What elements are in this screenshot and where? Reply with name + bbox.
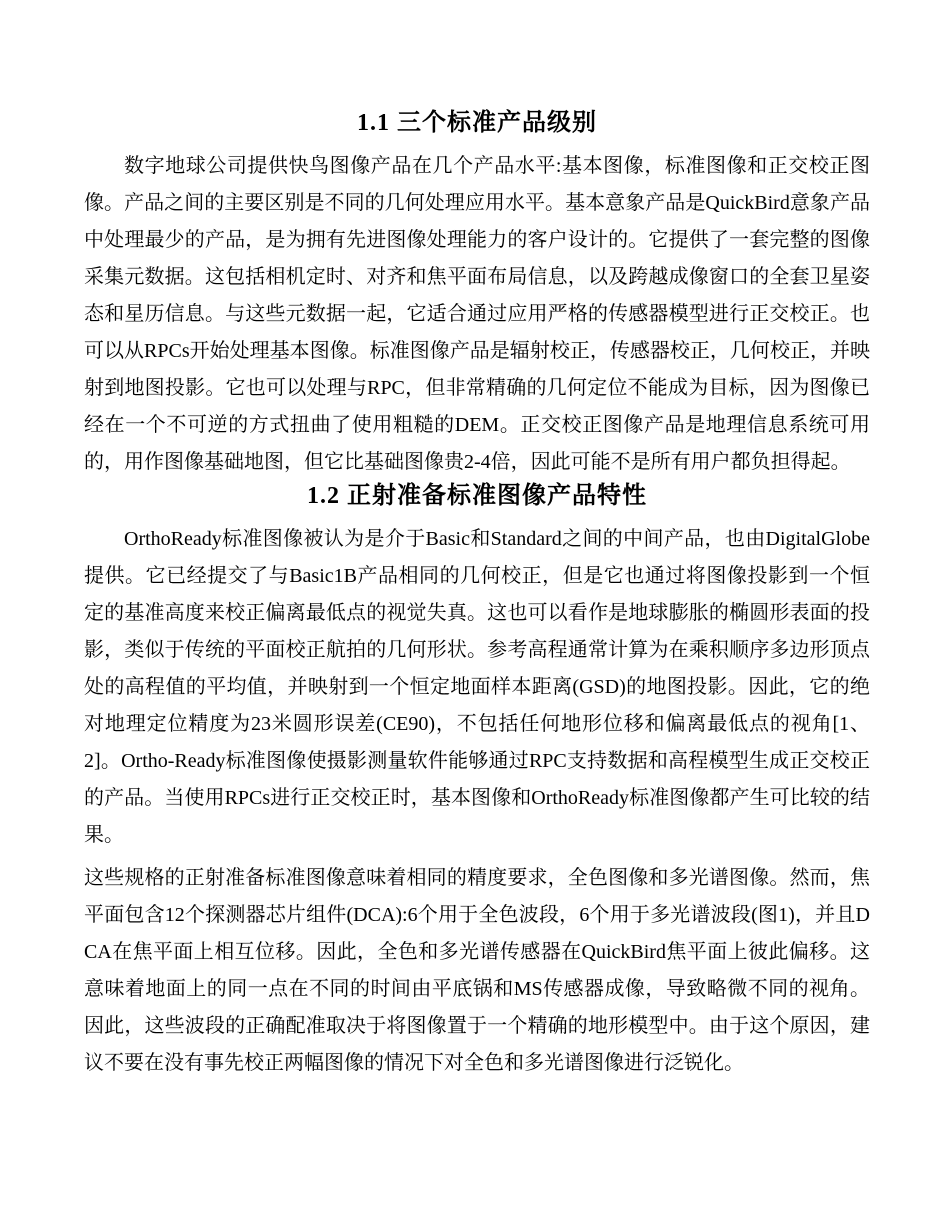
paragraph: 这些规格的正射准备标准图像意味着相同的精度要求，全色图像和多光谱图像。然而，焦平面包含12个探测器芯片组件(DCA):6个用于全色波段，6个用于多光谱波段(图1)，并且DCA在焦平面上相互位移。因此，全色和多光谱传感器在QuickBird焦平面上彼此偏移。这意味着地面上的同一点在不同的时间由平底锅和MS传感器成像，导致略微不同的视角。因此，这些波段的正确配准取决于将图像置于一个精确的地形模型中。由于这个原因，建议不要在没有事先校正两幅图像的情况下对全色和多光谱图像进行泛锐化。	[84, 867, 870, 1074]
section-three-standard-product-levels	[84, 108, 870, 481]
section-heading-1-1: 1.1 三个标准产品级别	[357, 110, 597, 136]
section-heading-1-2: 1.2 正射准备标准图像产品特性	[307, 483, 647, 509]
paragraph: OrthoReady标准图像被认为是介于Basic和Standard之间的中间产品，也由DigitalGlobe提供。它已经提交了与Basic1B产品相同的几何校正，但是它也通过将图像投影到一个恒定的基准高度来校正偏离最低点的视觉失真。这也可以看作是地球膨胀的椭圆形表面的投影，类似于传统的平面校正航拍的几何形状。参考高程通常计算为在乘积顺序多边形顶点处的高程值的平均值，并映射到一个恒定地面样本距离(GSD)的地图投影。因此，它的绝对地理定位精度为23米圆形误差(CE90)，不包括任何地形位移和偏离最低点的视角[1、2]。Ortho-Ready标准图像使摄影测量软件能够通过RPC支持数据和高程模型生成正交校正的产品。当使用RPCs进行正交校正时，基本图像和OrthoReady标准图像都产生可比较的结果。	[84, 528, 870, 846]
section-orthoready-standard-image-characteristics	[84, 481, 870, 1082]
paragraph: 数字地球公司提供快鸟图像产品在几个产品水平:基本图像，标准图像和正交校正图像。产品之间的主要区别是不同的几何处理应用水平。基本意象产品是QuickBird意象产品中处理最少的产品，是为拥有先进图像处理能力的客户设计的。它提供了一套完整的图像采集元数据。这包括相机定时、对齐和焦平面布局信息，以及跨越成像窗口的全套卫星姿态和星历信息。与这些元数据一起，它适合通过应用严格的传感器模型进行正交校正。也可以从RPCs开始处理基本图像。标准图像产品是辐射校正，传感器校正，几何校正，并映射到地图投影。它也可以处理与RPC，但非常精确的几何定位不能成为目标，因为图像已经在一个不可逆的方式扭曲了使用粗糙的DEM。正交校正图像产品是地理信息系统可用的，用作图像基础地图，但它比基础图像贵2-4倍，因此可能不是所有用户都负担得起。	[84, 155, 870, 473]
